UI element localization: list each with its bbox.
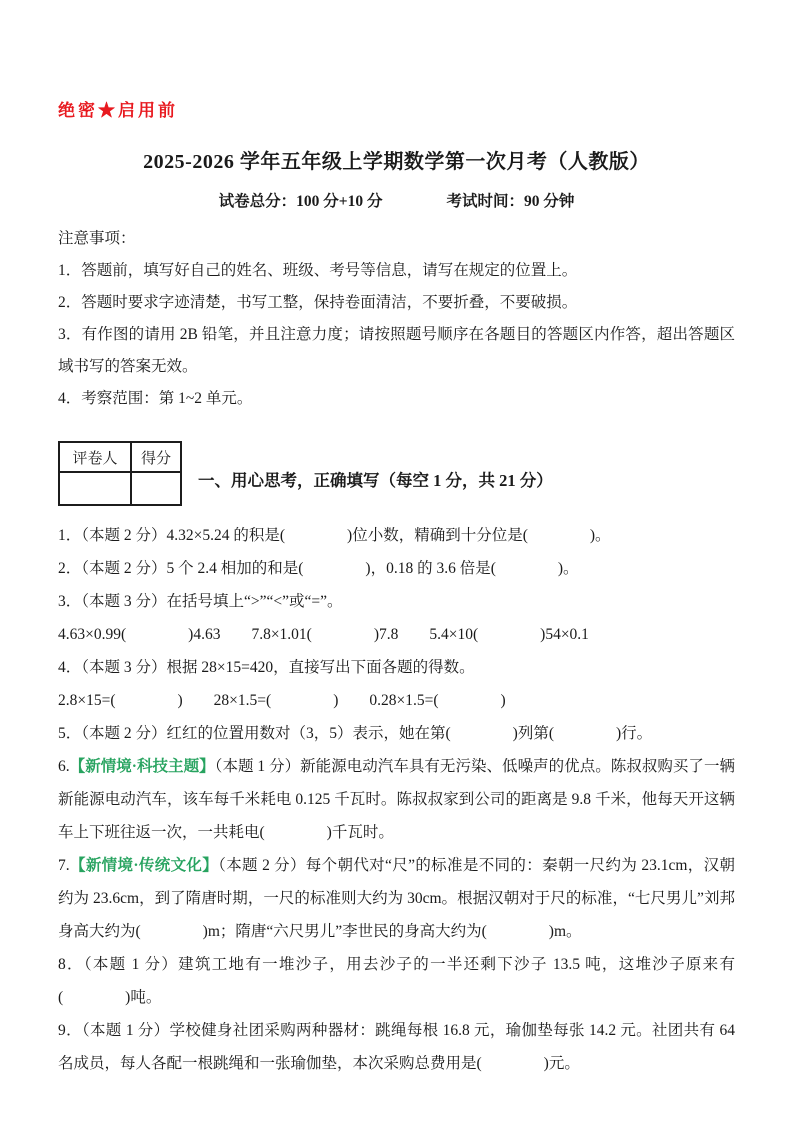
question-2-text: （本题 2 分）5 个 2.4 相加的和是( )，0.18 的 3.6 倍是( )。 <box>81 560 579 577</box>
question-3-text: （本题 3 分）在括号填上“>”“<”或“=”。 <box>81 593 343 610</box>
question-3-items: 4.63×0.99( )4.63 7.8×1.01( )7.8 5.4×10( )54×0.1 <box>58 626 589 643</box>
question-9 <box>58 1014 735 1080</box>
question-6-num: 6. <box>58 758 70 775</box>
question-8-text: （本题 1 分）建筑工地有一堆沙子，用去沙子的一半还剩下沙子 13.5 吨，这堆沙子原来有( )吨。 <box>58 956 735 1006</box>
question-4-text: （本题 3 分）根据 28×15=420，直接写出下面各题的得数。 <box>81 659 475 676</box>
section-row <box>58 441 735 506</box>
question-6-text: （本题 1 分）新能源电动汽车具有无污染、低噪声的优点。陈叔叔购买了一辆新能源电动汽车，该车每千米耗电 0.125 千瓦时。陈叔叔家到公司的距离是 9.8 千米，他每天开这辆车上下班往返一次，一共耗电( )千瓦时。 <box>58 758 735 841</box>
question-6-theme-tag: 【新情境·科技主题】 <box>69 758 215 775</box>
notice-section <box>58 223 735 415</box>
question-5-text: （本题 2 分）红红的位置用数对（3，5）表示，她在第( )列第( )行。 <box>81 725 653 742</box>
question-9-text: （本题 1 分）学校健身社团采购两种器材：跳绳每根 16.8 元，瑜伽垫每张 14.2 元。社团共有 64 名成员，每人各配一根跳绳和一张瑜伽垫，本次采购总费用是( )元。 <box>58 1022 735 1072</box>
question-7-text: （本题 2 分）每个朝代对“尺”的标准是不同的：秦朝一尺约为 23.1cm，汉朝约为 23.6cm，到了隋唐时期，一尺的标准则大约为 30cm。根据汉朝对于尺的标准，“七尺男儿”刘邦身高大约为( )m；隋唐“六尺男儿”李世民的身高大约为( )m。 <box>58 857 735 940</box>
exam-meta <box>58 189 735 211</box>
question-7 <box>58 849 735 948</box>
question-5 <box>58 717 735 750</box>
score-table-blank-row <box>59 472 181 505</box>
question-3 <box>58 585 735 618</box>
notice-item-1: 1．答题前，填写好自己的姓名、班级、考号等信息，请写在规定的位置上。 <box>58 262 578 279</box>
question-8-num: 8． <box>58 956 84 973</box>
question-7-num: 7. <box>58 857 70 874</box>
score-table-grader-cell <box>59 472 131 505</box>
score-table-score-cell <box>131 472 181 505</box>
total-score-label: 试卷总分：100 分+10 分 <box>218 193 383 210</box>
question-3-num: 3． <box>58 593 82 610</box>
page-title: 2025-2026 学年五年级上学期数学第一次月考（人教版） <box>143 151 650 173</box>
question-4 <box>58 651 735 684</box>
section-heading: 一、用心思考，正确填写（每空 1 分，共 21 分） <box>198 470 553 490</box>
question-1 <box>58 519 735 552</box>
question-8 <box>58 948 735 1014</box>
notice-item-4: 4．考察范围：第 1~2 单元。 <box>58 390 253 407</box>
score-table-header-grader: 评卷人 <box>59 442 131 472</box>
question-6 <box>58 750 735 849</box>
question-1-num: 1． <box>58 527 82 544</box>
exam-duration-label: 考试时间：90 分钟 <box>446 193 575 210</box>
question-7-theme-tag: 【新情境·传统文化】 <box>69 857 219 874</box>
notice-heading: 注意事项： <box>58 230 136 247</box>
score-table-header-row <box>59 442 181 472</box>
question-9-num: 9． <box>58 1022 82 1039</box>
confidential-mark: 绝密★启用前 <box>58 101 178 120</box>
question-2-num: 2． <box>58 560 82 577</box>
question-4-items: 2.8×15=( ) 28×1.5=( ) 0.28×1.5=( ) <box>58 692 506 709</box>
question-5-num: 5． <box>58 725 82 742</box>
question-2 <box>58 552 735 585</box>
notice-item-3: 3．有作图的请用 2B 铅笔，并且注意力度；请按照题号顺序在各题目的答题区内作答，超出答题区域书写的答案无效。 <box>58 326 735 375</box>
notice-item-2: 2．答题时要求字迹清楚，书写工整，保持卷面清洁，不要折叠，不要破损。 <box>58 294 578 311</box>
score-table <box>58 441 182 506</box>
question-list <box>58 519 735 1080</box>
question-4-num: 4． <box>58 659 82 676</box>
score-table-header-score: 得分 <box>131 442 181 472</box>
question-1-text: （本题 2 分）4.32×5.24 的积是( )位小数，精确到十分位是( )。 <box>81 527 611 544</box>
